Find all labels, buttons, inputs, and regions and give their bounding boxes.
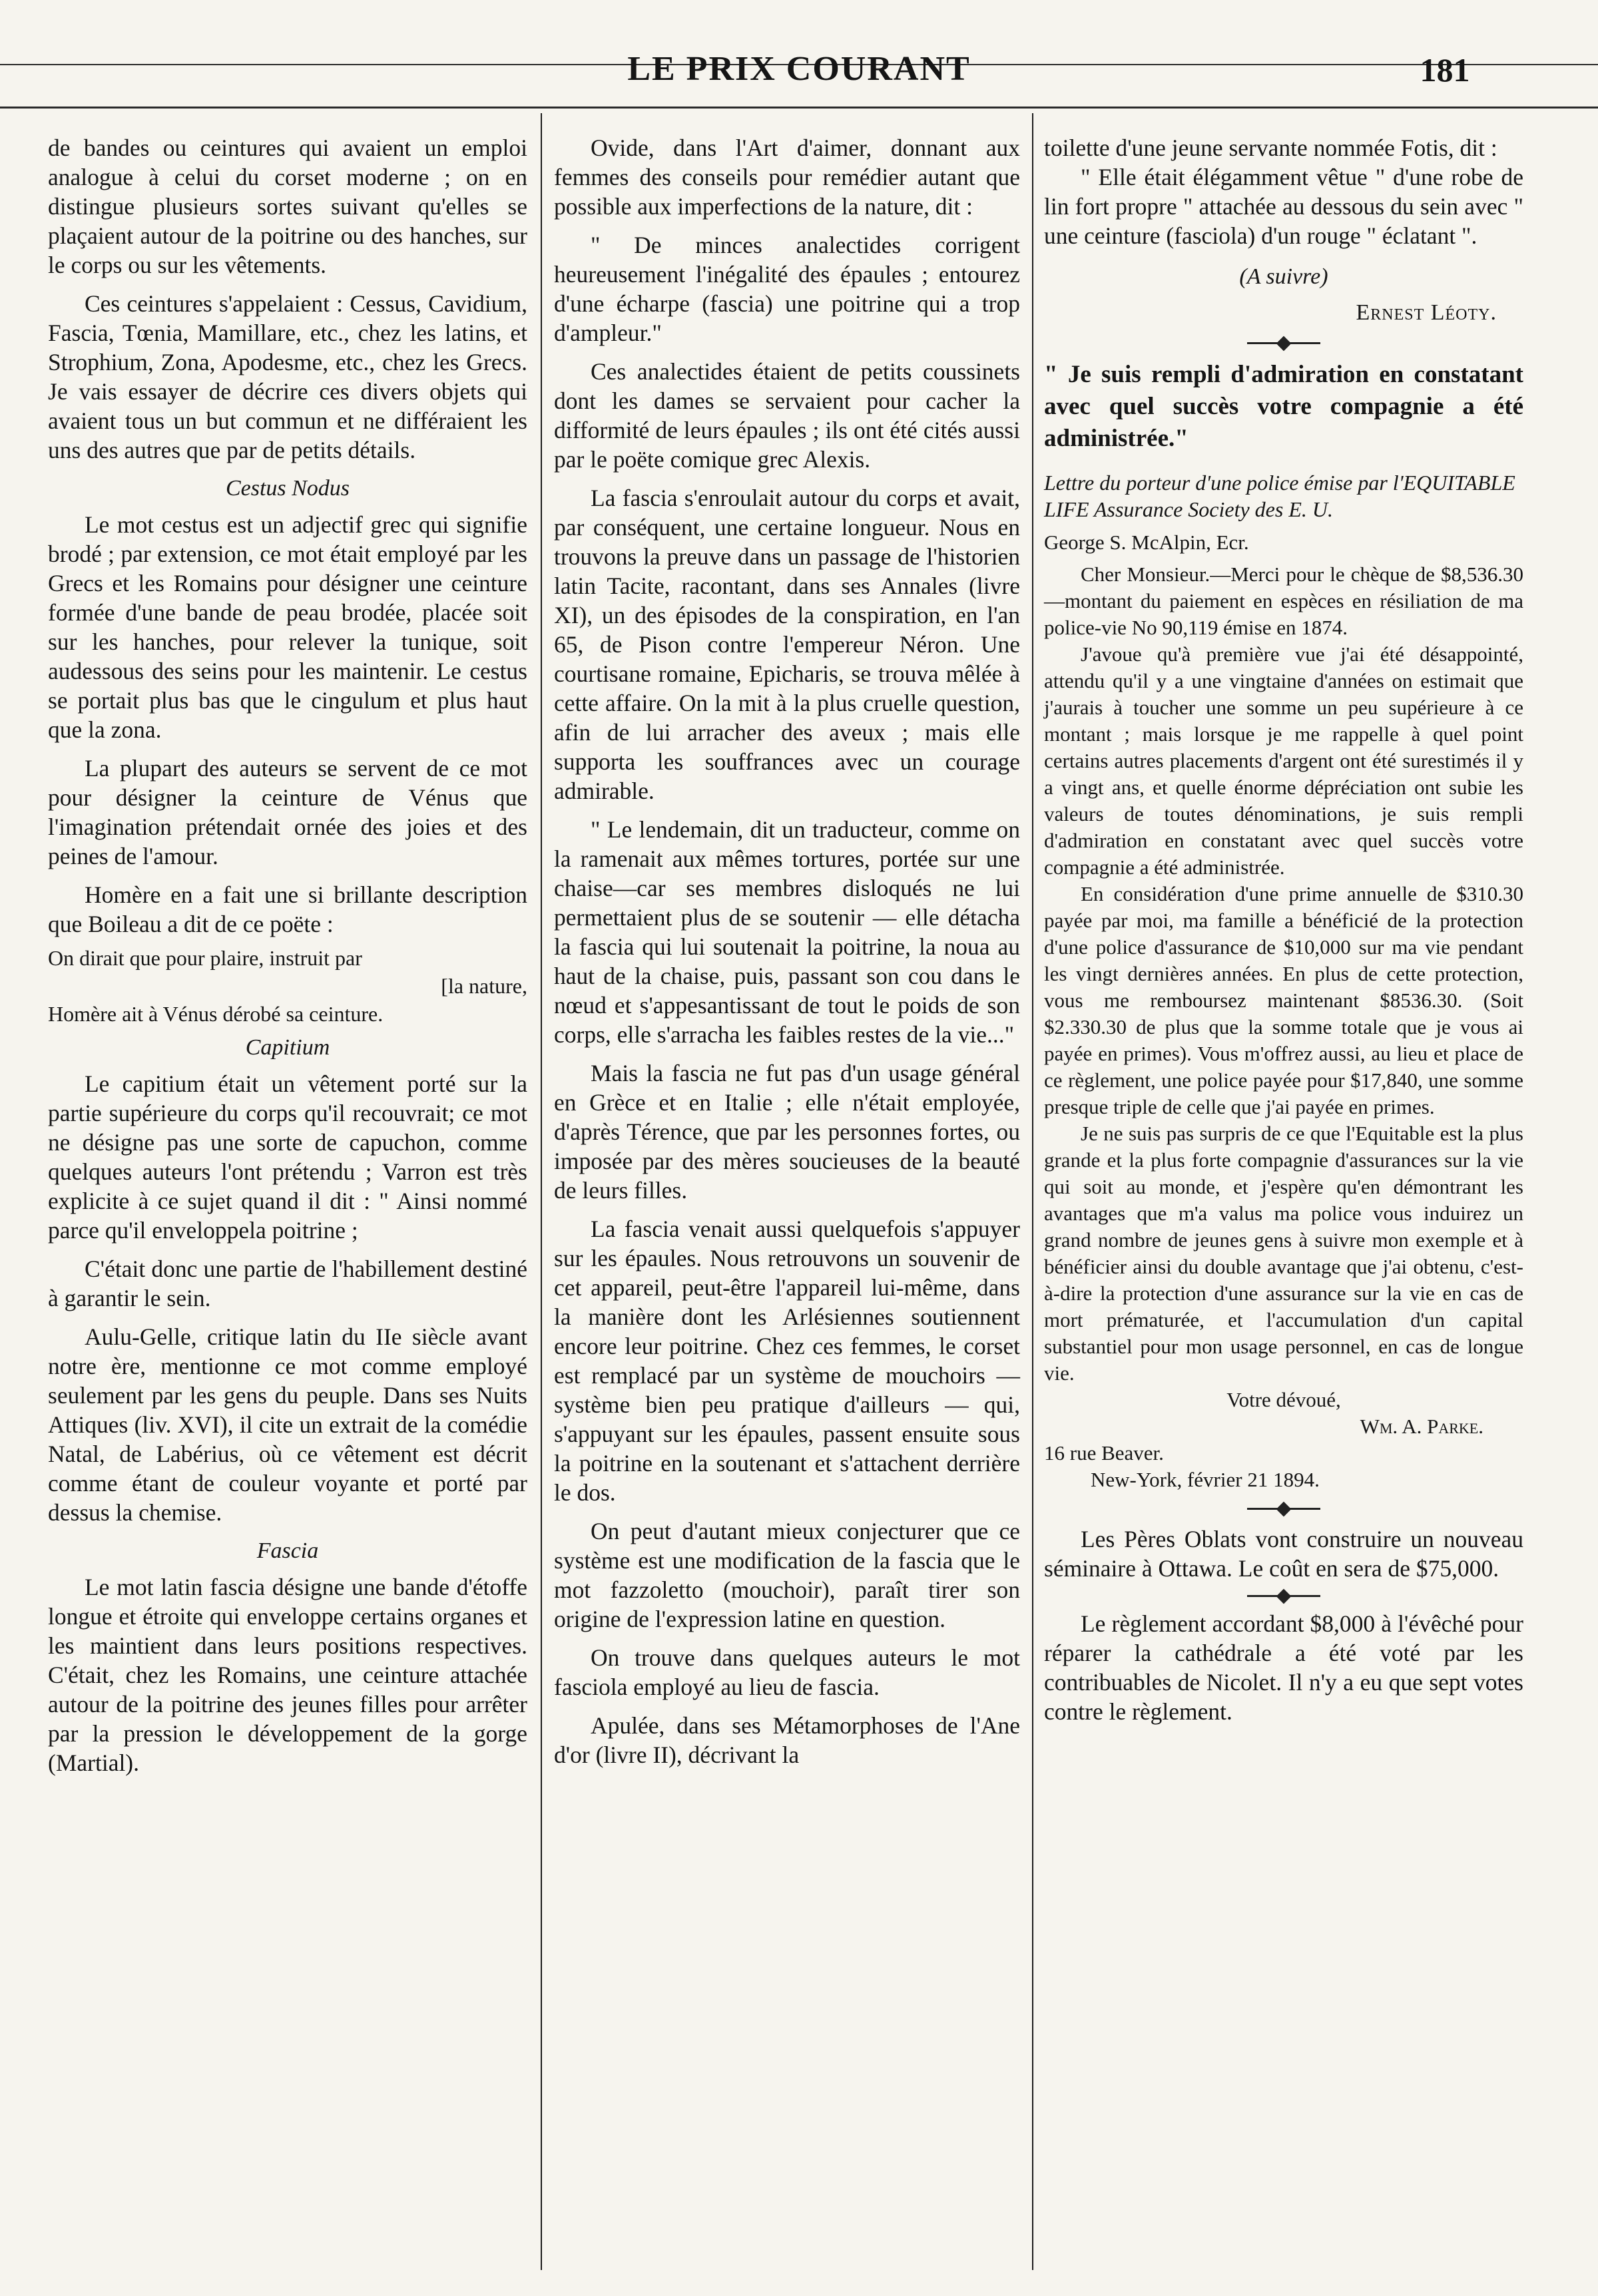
verse-line: [la nature, bbox=[441, 974, 527, 998]
page-number: 181 bbox=[1420, 51, 1470, 89]
col2-paragraph: Apulée, dans ses Métamorphoses de l'Ane d'or (livre II), décrivant la bbox=[554, 1712, 1020, 1768]
letter-paragraph: J'avoue qu'à première vue j'ai été désappointé, attendu qu'il y a une vingtaine d'années on estimait que j'aurais à toucher une somme un peu supérieure à ce montant ; mais lorsque je me rappelle à quel point certains autres placements d'argent ont été surestimés il y a vingt ans, et quelle énorme dépréciation ont subie les valeurs de toutes dénominations, je suis rempli d'admiration en constatant avec quel succès votre compagnie a été administrée. bbox=[1044, 642, 1523, 879]
col2-paragraph: On trouve dans quelques auteurs le mot fasciola employé au lieu de fascia. bbox=[554, 1644, 1020, 1700]
col2-paragraph: " Le lendemain, dit un traducteur, comme on la ramenait aux mêmes tortures, portée sur une chaise—car ses membres disloqués ne lui permettaient plus de se soutenir — elle détacha la fascia qui lui soutenait la poitrine, la noua au haut de la chaise, puis, passant son cou dans le nœud et s'appesantissant de tout le poids de son corps, elle s'arracha les faibles restes de la vie..." bbox=[554, 816, 1020, 1048]
col2-paragraph: La fascia s'enroulait autour du corps et avait, par conséquent, une certaine longueur. Nous en trouvons la preuve dans un passage de l'historien latin Tacite, racontant, dans ses Annales (livre XI), un des épisodes de la conspiration, en l'an 65, de Pison contre l'empereur Néron. Une courtisane romaine, Epicharis, se trouva mêlée à cette affaire. On la mit à la plus cruelle question, afin de lui arracher des aveux ; mais elle supporta les souffrances avec un courage admirable. bbox=[554, 485, 1020, 804]
col2-paragraph: Ovide, dans l'Art d'aimer, donnant aux femmes des conseils pour remédier autant que possible aux imperfections de la nature, dit : bbox=[554, 134, 1020, 220]
section-heading-cestus: Cestus Nodus bbox=[225, 476, 350, 501]
letter-paragraph: Cher Monsieur.—Merci pour le chèque de $8,536.30—montant du paiement en espèces en résiliation de ma police-vie No 90,119 émise en 1874. bbox=[1044, 563, 1523, 639]
col1-paragraph: de bandes ou ceintures qui avaient un emploi analogue à celui du corset moderne ; on en distingue plusieurs sortes suivant qu'elles se plaçaient autour de la poitrine ou des hanches, sur le corps ou sur les vêtements. bbox=[48, 134, 527, 278]
letter-heading: Lettre du porteur d'une police émise par l'EQUITABLE LIFE Assurance Society des E. U. bbox=[1044, 471, 1515, 521]
col1-paragraph: Homère en a fait une si brillante description que Boileau a dit de ce poëte : bbox=[48, 881, 527, 937]
col3-paragraph: " Elle était élégamment vêtue " d'une robe de lin fort propre " attachée au dessous du sein avec " une ceinture (fasciola) d'un rouge " éclatant ". bbox=[1044, 164, 1523, 249]
col2-paragraph: La fascia venait aussi quelquefois s'appuyer sur les épaules. Nous retrouvons un souvenir de cet appareil, peut-être l'appareil lui-même, dans la manière dont les Arlésiennes soutiennent encore leur poitrine. Chez ces femmes, le corset est remplacé par un système de mouchoirs —système bien peu pratique d'ailleurs — qui, s'appuyant sur les épaules, passent ensuite sous la poitrine en la soutenant et s'attachent derrière le dos. bbox=[554, 1216, 1020, 1506]
page-title: LE PRIX COURANT bbox=[627, 50, 971, 88]
column-divider-1 bbox=[541, 113, 542, 2270]
verse-line: On dirait que pour plaire, instruit par bbox=[48, 946, 362, 970]
col1-paragraph: Aulu-Gelle, critique latin du IIe siècle avant notre ère, mentionne ce mot comme employé seulement par les gens du peuple. Dans ses Nuits Attiques (liv. XVI), il cite un extrait de la comédie Natal, de Labérius, où ce vêtement est décrit comme étant de couleur voyante et porté par dessus la chemise. bbox=[48, 1323, 527, 1526]
article-author: Ernest Léoty. bbox=[1356, 300, 1497, 325]
verse-line: Homère ait à Vénus dérobé sa ceinture. bbox=[48, 1002, 384, 1026]
letter-signer: Wm. A. Parke. bbox=[1360, 1415, 1483, 1438]
letter-paragraph: En considération d'une prime annuelle de $310.30 payée par moi, ma famille a bénéficié de la protection d'une police d'assurance de $10,000 sur ma vie pendant les vingt dernières années. En plus de cette protection, vous me remboursez maintenant $8536.30. (Soit $2.330.30 de plus que la somme totale que je vous ai payée en primes). Vous m'offrez aussi, au lieu et place de ce règlement, une police payée pour $17,840, une somme presque triple de celle que j'ai payée en primes. bbox=[1044, 882, 1523, 1118]
ornamental-separator bbox=[1247, 342, 1320, 344]
boileau-verse bbox=[48, 944, 527, 1028]
col1-paragraph: Le capitium était un vêtement porté sur la partie supérieure du corps qu'il recouvrait; ce mot ne désigne pas une sorte de capuchon, comme quelques auteurs l'ont prétendu ; Varron est très explicite à ce sujet quand il dit : " Ainsi nommé parce qu'il enveloppela poitrine ; bbox=[48, 1070, 527, 1244]
col2-paragraph: Mais la fascia ne fut pas d'un usage général en Grèce et en Italie ; elle n'était employée, d'après Térence, que par les personnes fortes, ou imposée par des mères soucieuses de la beauté de leurs filles. bbox=[554, 1060, 1020, 1204]
col2-paragraph: On peut d'autant mieux conjecturer que ce système est une modification de la fascia que le mot fazzoletto (mouchoir), paraît tirer son origine de l'expression latine en question. bbox=[554, 1518, 1020, 1632]
col1-paragraph: Le mot cestus est un adjectif grec qui signifie brodé ; par extension, ce mot était employé par les Grecs et les Romains pour désigner une ceinture formée d'une bande de peau brodée, placée soit sur les hanches, pour relever la tunique, soit audessous des seins pour les maintenir. Le cestus se portait plus bas que le cingulum et plus haut que la zona. bbox=[48, 511, 527, 743]
advertisement-headline: " Je suis rempli d'admiration en constatant avec quel succès votre compagnie a été administrée." bbox=[1044, 361, 1523, 452]
letter-paragraph: Je ne suis pas surpris de ce que l'Equitable est la plus grande et la plus forte compagnie d'assurances sur la vie qui soit au monde, et j'espère qu'en démontrant les avantages que m'a valus ma police vous induirez un grand nombre de jeunes gens à suivre mon exemple et à bénéficier ainsi du double avantage que j'ai obtenu, c'est-à-dire la protection d'une assurance sur la vie en cas de mort prématurée, et l'accumulation d'un capital substantiel pour mon usage personnel, en cas de longue vie. bbox=[1044, 1122, 1523, 1385]
header-bottom-rule bbox=[0, 107, 1598, 109]
col1-paragraph: C'était donc une partie de l'habillement destiné à garantir le sein. bbox=[48, 1256, 527, 1311]
ornamental-separator bbox=[1247, 1508, 1320, 1510]
column-1 bbox=[48, 133, 527, 1777]
col1-paragraph: La plupart des auteurs se servent de ce mot pour désigner la ceinture de Vénus que l'imagination prétendait ornée des joies et des peines de l'amour. bbox=[48, 755, 527, 869]
col1-paragraph: Le mot latin fascia désigne une bande d'étoffe longue et étroite qui enveloppe certains organes et les maintient dans leurs positions respectives. C'était, chez les Romains, une ceinture attachée autour de la poitrine des jeunes filles pour arrêter par la pression le développement de la gorge (Martial). bbox=[48, 1574, 527, 1776]
news-item: Les Pères Oblats vont construire un nouveau séminaire à Ottawa. Le coût en sera de $75,000. bbox=[1044, 1526, 1523, 1582]
column-3 bbox=[1044, 133, 1523, 1726]
to-be-continued: (A suivre) bbox=[1239, 264, 1328, 289]
col2-paragraph: Ces analectides étaient de petits coussinets dont les dames se servaient pour cacher la difformité de leurs épaules ; ils ont été cités aussi par le poëte comique grec Alexis. bbox=[554, 358, 1020, 473]
col2-paragraph: " De minces analectides corrigent heureusement l'inégalité des épaules ; entourez d'une écharpe (fascia) une poitrine qui a trop d'ampleur." bbox=[554, 232, 1020, 346]
news-item: Le règlement accordant $8,000 à l'évêché pour réparer la cathédrale a été voté par les contribuables de Nicolet. Il n'y a eu que sept votes contre le règlement. bbox=[1044, 1610, 1523, 1725]
col1-paragraph: Ces ceintures s'appelaient : Cessus, Cavidium, Fascia, Tœnia, Mamillare, etc., chez les latins, et Strophium, Zona, Apodesme, etc., chez les Grecs. Je vais essayer de décrire ces divers objets qui avaient tous un but commun et ne différaient les uns des autres que par de petits détails. bbox=[48, 290, 527, 463]
letter-addressee: George S. McAlpin, Ecr. bbox=[1044, 531, 1249, 554]
letter-address: 16 rue Beaver. bbox=[1044, 1441, 1164, 1465]
section-heading-capitium: Capitium bbox=[245, 1035, 330, 1060]
col3-paragraph: toilette d'une jeune servante nommée Fotis, dit : bbox=[1044, 134, 1497, 161]
ornamental-separator bbox=[1247, 1595, 1320, 1597]
column-2 bbox=[554, 133, 1020, 1769]
section-heading-fascia: Fascia bbox=[256, 1538, 319, 1563]
letter-place-date: New-York, février 21 1894. bbox=[1091, 1468, 1320, 1491]
column-divider-2 bbox=[1032, 113, 1033, 2270]
letter-closing: Votre dévoué, bbox=[1226, 1388, 1341, 1411]
